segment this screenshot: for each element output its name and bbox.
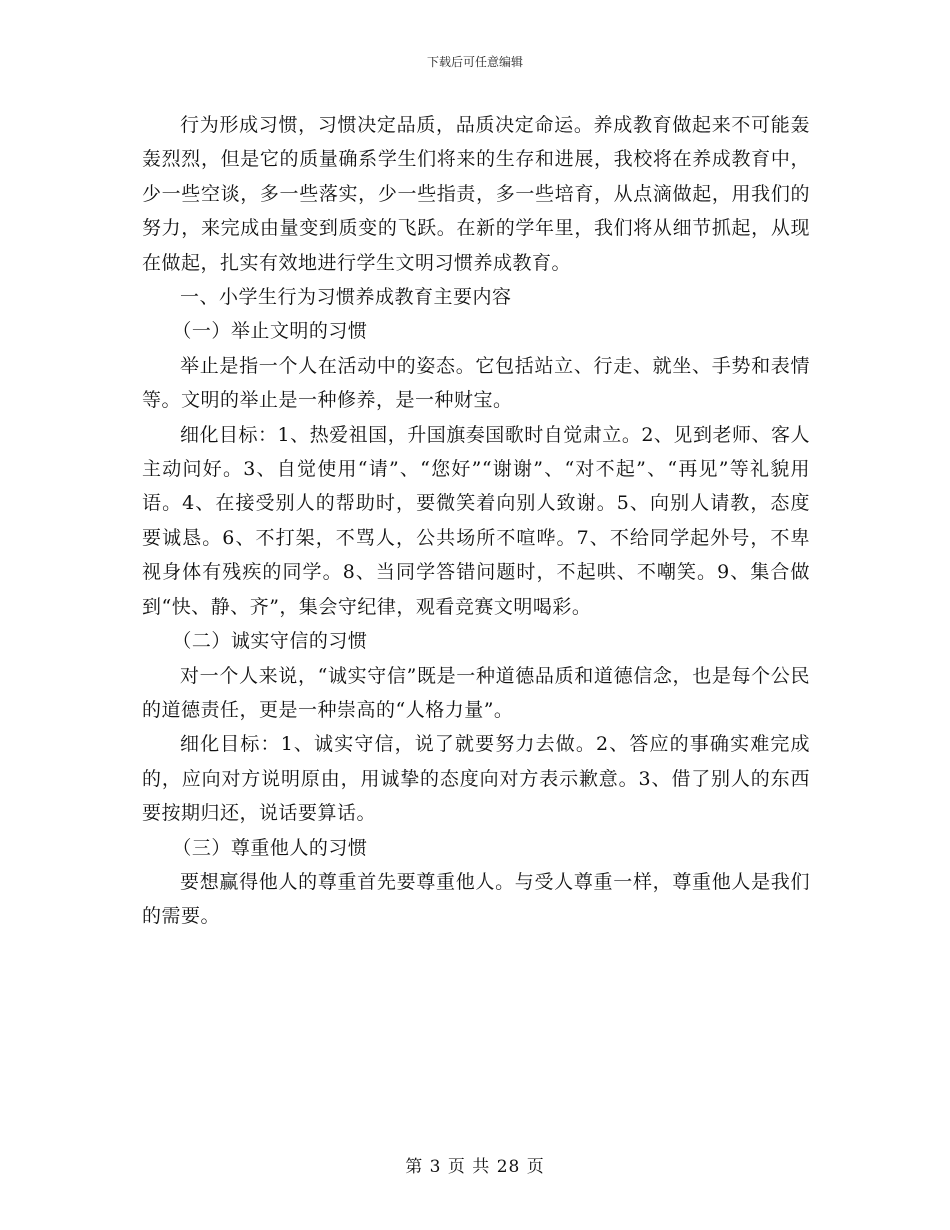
subsection-1-goals: 细化目标：1、热爱祖国，升国旗奏国歌时自觉肃立。2、见到老师、客人主动问好。3、自觉使用“请”、“您好”“谢谢”、“对不起”、“再见”等礼貌用语。4、在接受别人的帮助时，要微笑着向别人致谢。5、向别人请教，态度要诚恳。6、不打架，不骂人，公共场所不喧哗。7、不给同学起外号，不卑视身体有残疾的同学。8、当同学答错问题时，不起哄、不嘲笑。9、集合做到“快、静、齐”，集会守纪律，观看竞赛文明喝彩。 (142, 423, 810, 618)
document-body (142, 108, 810, 934)
subsection-1-description: 举止是指一个人在活动中的姿态。它包括站立、行走、就坐、手势和表情等。文明的举止是一种修养，是一种财宝。 (142, 354, 810, 412)
section-title: 一、小学生行为习惯养成教育主要内容 (180, 286, 512, 309)
subsection-2-description: 对一个人来说，“诚实守信”既是一种道德品质和道德信念，也是每个公民的道德责任，更是一种崇高的“人格力量”。 (142, 664, 810, 721)
header-note: 下载后可任意编辑 (426, 55, 523, 69)
subsection-2-title: （二）诚实守信的习惯 (172, 630, 368, 653)
page-number: 第 3 页 共 28 页 (405, 1157, 545, 1177)
subsection-3-description: 要想赢得他人的尊重首先要尊重他人。与受人尊重一样，尊重他人是我们的需要。 (142, 870, 810, 928)
subsection-2-goals: 细化目标：1、诚实守信，说了就要努力去做。2、答应的事确实难完成的，应向对方说明原由，用诚挚的态度向对方表示歉意。3、借了别人的东西要按期归还，说话要算话。 (142, 733, 810, 825)
subsection-3-title: （三）尊重他人的习惯 (172, 836, 368, 859)
intro-paragraph: 行为形成习惯，习惯决定品质，品质决定命运。养成教育做起来不可能轰轰烈烈，但是它的质量确系学生们将来的生存和进展，我校将在养成教育中，少一些空谈，多一些落实，少一些指责，多一些培育，从点滴做起，用我们的努力，来完成由量变到质变的飞跃。在新的学年里，我们将从细节抓起，从现在做起，扎实有效地进行学生文明习惯养成教育。 (142, 114, 810, 274)
subsection-1-title: （一）举止文明的习惯 (172, 320, 368, 343)
